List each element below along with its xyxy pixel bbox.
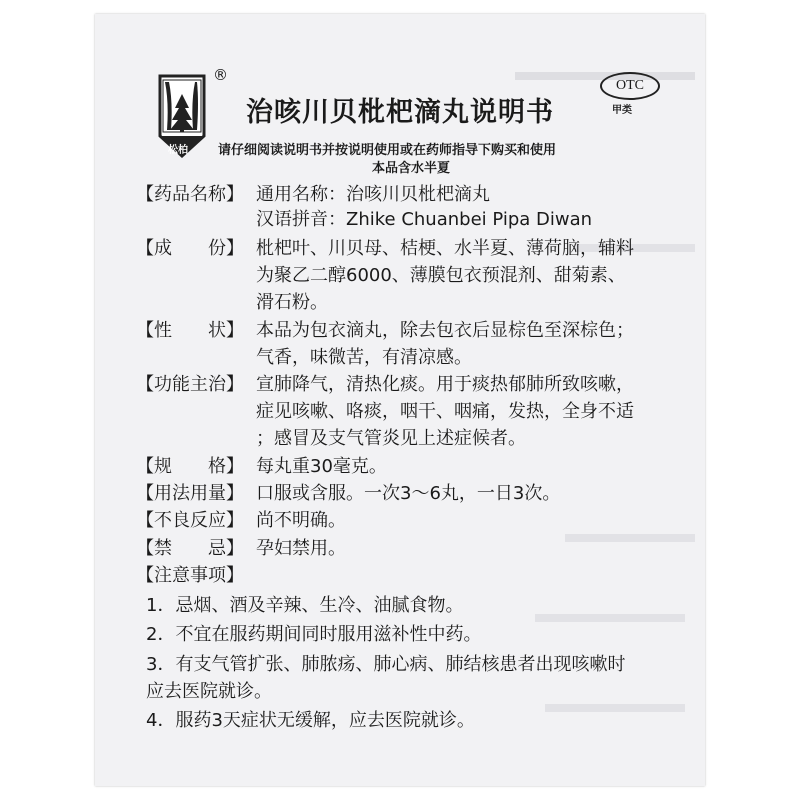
- ingredient-warning: 本品含水半夏: [372, 161, 451, 176]
- usage-text: 口服或含服。一次3～6丸，一日3次。: [256, 483, 561, 504]
- function-text: 宣肺降气，清热化痰。用于痰热郁肺所致咳嗽，: [256, 374, 634, 395]
- adverse-text: 尚不明确。: [256, 510, 346, 531]
- section-adverse: [136, 508, 346, 534]
- contraindications-text: 孕妇禁用。: [256, 538, 346, 559]
- registered-mark: ®: [213, 66, 228, 84]
- section-contraindications: [136, 536, 346, 562]
- section-function: [136, 372, 634, 398]
- section-usage: [136, 481, 560, 507]
- section-label: 【功能主治】: [136, 374, 244, 395]
- note-item: 3．有支气管扩张、肺脓疡、肺心病、肺结核患者出现咳嗽时: [146, 654, 626, 675]
- document-title: 治咳川贝枇杷滴丸说明书: [246, 97, 554, 128]
- section-spec: [136, 454, 387, 480]
- section-label: 【药品名称】: [136, 184, 244, 205]
- note-item: 4．服药3天症状无缓解，应去医院就诊。: [146, 710, 475, 731]
- ingredients-text: 枇杷叶、川贝母、桔梗、水半夏、薄荷脑，辅料: [256, 238, 634, 259]
- section-drug-name: [136, 182, 490, 208]
- section-label: 【性 状】: [136, 320, 244, 341]
- section-label: 【用法用量】: [136, 483, 244, 504]
- section-label: 【禁 忌】: [136, 538, 244, 559]
- common-name: 通用名称：治咳川贝枇杷滴丸: [256, 184, 490, 205]
- logo-text: 松柏: [168, 145, 188, 156]
- section-ingredients: [136, 236, 634, 262]
- pinyin-name: 汉语拼音：Zhike Chuanbei Pipa Diwan: [256, 209, 593, 230]
- section-label: 【注意事项】: [136, 565, 244, 586]
- character-text: 气香，味微苦，有清凉感。: [256, 347, 472, 368]
- note-item: 1．忌烟、酒及辛辣、生冷、油腻食物。: [146, 595, 464, 616]
- note-item: 2．不宜在服药期间同时服用滋补性中药。: [146, 624, 482, 645]
- ingredients-text: 为聚乙二醇6000、薄膜包衣预混剂、甜菊素、: [256, 265, 626, 286]
- section-character: [136, 318, 634, 344]
- section-label: 【不良反应】: [136, 510, 244, 531]
- ingredients-text: 滑石粉。: [256, 292, 328, 313]
- usage-warning: 请仔细阅读说明书并按说明使用或在药师指导下购买和使用: [218, 143, 557, 158]
- character-text: 本品为包衣滴丸，除去包衣后显棕色至深棕色；: [256, 320, 634, 341]
- function-text: 症见咳嗽、咯痰，咽干、咽痛，发热，全身不适: [256, 401, 634, 422]
- section-label: 【规 格】: [136, 456, 244, 477]
- function-text: ；感冒及支气管炎见上述症候者。: [256, 428, 526, 449]
- spec-text: 每丸重30毫克。: [256, 456, 387, 477]
- note-item: 应去医院就诊。: [146, 681, 272, 702]
- otc-badge: OTC: [600, 72, 660, 100]
- section-label: 【成 份】: [136, 238, 244, 259]
- section-notes: [136, 563, 256, 589]
- otc-class-label: 甲类: [612, 105, 632, 116]
